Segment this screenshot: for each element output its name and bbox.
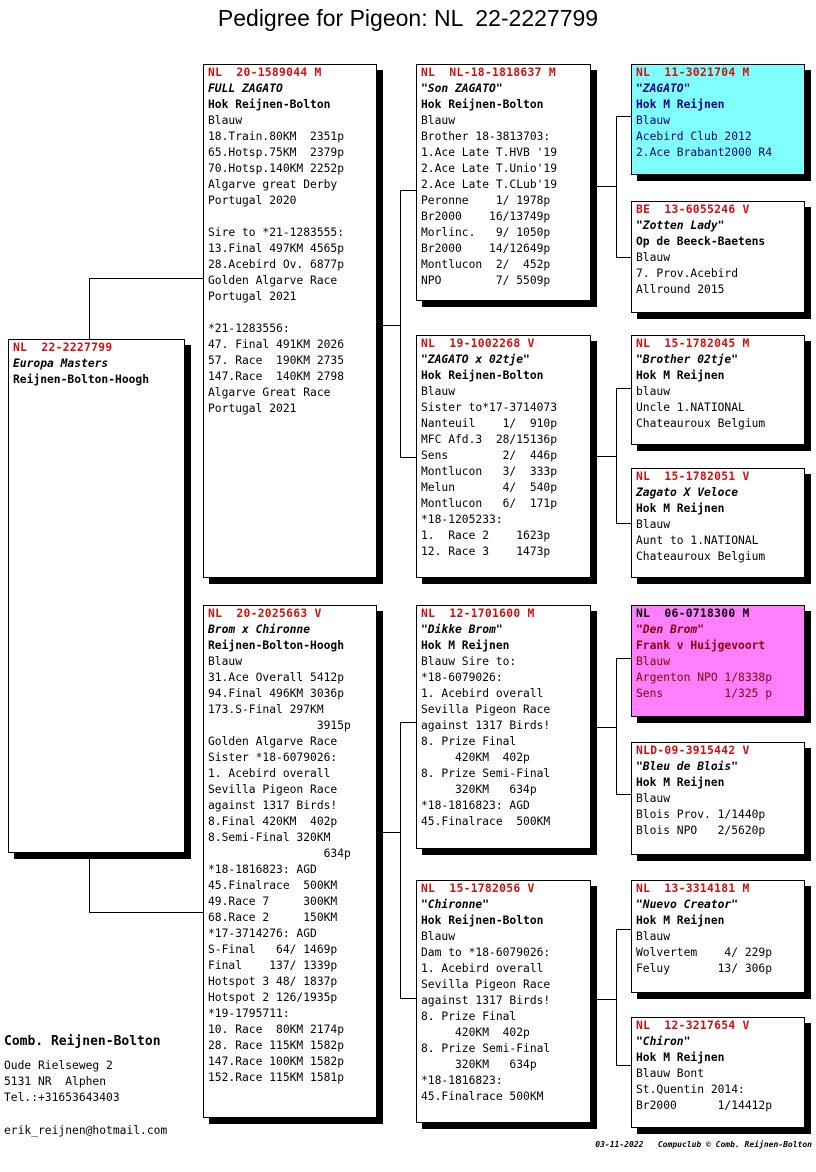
- pigeon-name: "Chiron": [636, 1035, 691, 1048]
- performance-line: Portugal 2020: [208, 194, 297, 207]
- pigeon-name: "ZAGATO x 02tje": [421, 353, 530, 366]
- connector: [400, 722, 401, 999]
- performance-line: Blauw: [636, 655, 671, 668]
- performance-line: 68.Race 2 150KM: [208, 911, 338, 924]
- performance-line: *18-6079026:: [421, 671, 503, 684]
- sire-dam-card: [416, 335, 591, 578]
- performance-line: Blauw: [208, 114, 243, 127]
- performance-line: MFC Afd.3 28/15136p: [421, 433, 558, 446]
- performance-line: Sens 2/ 446p: [421, 449, 558, 462]
- ring-number: NL 22-2227799: [13, 341, 113, 354]
- performance-lines: [421, 384, 586, 560]
- ring-number: NL NL-18-1818637 M: [421, 66, 556, 79]
- performance-line: 420KM 402p: [421, 751, 530, 764]
- performance-line: 31.Ace Overall 5412p: [208, 671, 345, 684]
- performance-line: 28. Race 115KM 1582p: [208, 1039, 345, 1052]
- performance-line: St.Quentin 2014:: [636, 1083, 745, 1096]
- connector: [616, 116, 617, 258]
- performance-line: Blauw: [421, 930, 456, 943]
- owner-street: Oude Rielseweg 2: [4, 1059, 113, 1072]
- performance-line: Sevilla Pigeon Race: [208, 783, 338, 796]
- performance-lines: [421, 929, 586, 1105]
- performance-line: Blauw: [208, 655, 243, 668]
- breeder-name: Hok M Reijnen: [636, 1051, 725, 1064]
- performance-line: 45.Finalrace 500KM: [421, 1090, 544, 1103]
- performance-line: Blauw: [421, 385, 456, 398]
- performance-line: Blauw: [636, 251, 671, 264]
- sire-card: [203, 64, 377, 578]
- performance-line: 320KM 634p: [421, 1058, 537, 1071]
- performance-line: Brother 18-3813703:: [421, 130, 551, 143]
- connector: [591, 727, 617, 728]
- performance-line: 8. Prize Final: [421, 735, 517, 748]
- performance-line: Wolvertem 4/ 229p: [636, 946, 773, 959]
- performance-lines: [636, 113, 800, 161]
- sire-sire-dam-card: [631, 201, 805, 313]
- breeder-name: Hok Reijnen-Bolton: [208, 98, 331, 111]
- performance-line: Montlucon 2/ 452p: [421, 258, 551, 271]
- page-title: Pedigree for Pigeon: NL 22-2227799: [217, 5, 599, 31]
- ring-number: BE 13-6055246 V: [636, 203, 750, 216]
- performance-line: Sens 1/325 p: [636, 687, 773, 700]
- performance-line: 65.Hotsp.75KM 2379p: [208, 146, 345, 159]
- breeder-name: Frank v Huijgevoort: [636, 639, 766, 652]
- performance-line: 2.Ace Late T.CLub'19: [421, 178, 558, 191]
- breeder-name: Reijnen-Bolton-Hoogh: [13, 373, 150, 386]
- performance-line: Golden Algarve Race: [208, 735, 338, 748]
- performance-line: Sevilla Pigeon Race: [421, 703, 551, 716]
- performance-line: Blauw: [636, 930, 671, 943]
- breeder-name: Hok M Reijnen: [636, 776, 725, 789]
- breeder-name: Hok M Reijnen: [636, 369, 725, 382]
- performance-lines: [636, 1066, 800, 1114]
- connector: [89, 912, 203, 913]
- performance-line: *18-1816823: AGD: [208, 863, 317, 876]
- performance-line: against 1317 Birds!: [208, 799, 338, 812]
- performance-line: 8.Final 420KM 402p: [208, 815, 338, 828]
- performance-line: 57. Race 190KM 2735: [208, 354, 345, 367]
- connector: [616, 523, 631, 524]
- breeder-name: Hok Reijnen-Bolton: [421, 914, 544, 927]
- performance-line: Blauw: [636, 518, 671, 531]
- ring-number: NL 12-3217654 V: [636, 1019, 750, 1032]
- performance-line: Br2000 14/12649p: [421, 242, 551, 255]
- performance-lines: [636, 654, 800, 702]
- sire-sire-card: [416, 64, 591, 301]
- performance-line: 8. Prize Final: [421, 1010, 517, 1023]
- performance-line: 45.Finalrace 500KM: [421, 815, 551, 828]
- performance-line: 45.Finalrace 500KM: [208, 879, 338, 892]
- performance-lines: [636, 384, 800, 432]
- connector: [616, 658, 617, 795]
- breeder-name: Op de Beeck-Baetens: [636, 235, 766, 248]
- pigeon-name: "Zotten Lady": [636, 219, 725, 232]
- ring-number: NL 15-1782056 V: [421, 882, 535, 895]
- dam-sire-card: [416, 605, 591, 849]
- pigeon-name: "Dikke Brom": [421, 623, 503, 636]
- performance-line: 7. Prov.Acebird: [636, 267, 739, 280]
- dam-dam-sire-card: [631, 880, 805, 993]
- pigeon-name: Europa Masters: [13, 357, 109, 370]
- performance-line: 320KM 634p: [421, 783, 537, 796]
- owner-phone: Tel.:+31653643403: [4, 1091, 120, 1104]
- connector: [591, 456, 617, 457]
- owner-city: 5131 NR Alphen: [4, 1075, 107, 1088]
- performance-lines: [421, 654, 586, 830]
- performance-line: 1. Acebird overall: [208, 767, 331, 780]
- breeder-name: Hok Reijnen-Bolton: [421, 369, 544, 382]
- performance-line: blauw: [636, 385, 671, 398]
- performance-line: Blauw: [421, 114, 456, 127]
- performance-line: Blauw: [636, 792, 671, 805]
- ring-number: NL 19-1002268 V: [421, 337, 535, 350]
- sire-sire-sire-card: [631, 64, 805, 175]
- performance-line: 13.Final 497KM 4565p: [208, 242, 345, 255]
- connector: [89, 853, 90, 913]
- breeder-name: Reijnen-Bolton-Hoogh: [208, 639, 345, 652]
- breeder-name: Hok M Reijnen: [636, 914, 725, 927]
- performance-line: [208, 209, 372, 225]
- pigeon-name: "Chironne": [421, 898, 490, 911]
- ring-number: NL 15-1782051 V: [636, 470, 750, 483]
- performance-line: Chateauroux Belgium: [636, 550, 766, 563]
- performance-line: Chateauroux Belgium: [636, 417, 766, 430]
- performance-lines: [636, 517, 800, 565]
- breeder-name: Hok Reijnen-Bolton: [421, 98, 544, 111]
- performance-line: Algarve Great Race: [208, 386, 331, 399]
- performance-line: *17-3714276: AGD: [208, 927, 317, 940]
- performance-line: Nanteuil 1/ 910p: [421, 417, 558, 430]
- connector: [400, 998, 416, 999]
- performance-line: Blauw Bont: [636, 1067, 705, 1080]
- performance-line: 2.Ace Late T.Unio'19: [421, 162, 558, 175]
- performance-line: Br2000 16/13749p: [421, 210, 551, 223]
- performance-line: NPO 7/ 5509p: [421, 274, 551, 287]
- ring-number: NL 12-1701600 M: [421, 607, 535, 620]
- performance-lines: [636, 250, 800, 298]
- performance-line: Portugal 2021: [208, 402, 297, 415]
- performance-line: Acebird Club 2012: [636, 130, 752, 143]
- connector: [400, 457, 416, 458]
- performance-line: Blois NPO 2/5620p: [636, 824, 766, 837]
- ring-number: NLD-09-3915442 V: [636, 744, 750, 757]
- sire-dam-dam-card: [631, 468, 805, 578]
- pigeon-name: "Den Brom": [636, 623, 705, 636]
- performance-line: 173.S-Final 297KM: [208, 703, 324, 716]
- performance-line: Blauw: [636, 114, 671, 127]
- footer-credit: 03-11-2022 Compuclub © Comb. Reijnen-Bolton: [595, 1140, 812, 1149]
- performance-line: 634p: [208, 847, 351, 860]
- performance-line: 1. Race 2 1623p: [421, 529, 551, 542]
- owner-email: erik_reijnen@hotmail.com: [4, 1124, 168, 1137]
- ring-number: NL 11-3021704 M: [636, 66, 750, 79]
- performance-line: 1.Ace Late T.HVB '19: [421, 146, 558, 159]
- connector: [616, 1065, 631, 1066]
- performance-line: Sister *18-6079026:: [208, 751, 338, 764]
- performance-line: Sire to *21-1283555:: [208, 226, 345, 239]
- connector: [591, 999, 617, 1000]
- performance-line: Br2000 1/14412p: [636, 1099, 773, 1112]
- ring-number: NL 20-1589044 M: [208, 66, 322, 79]
- performance-line: Morlinc. 9/ 1050p: [421, 226, 551, 239]
- connector: [616, 388, 631, 389]
- connector: [89, 278, 203, 279]
- performance-line: 28.Acebird Ov. 6877p: [208, 258, 345, 271]
- ring-number: NL 13-3314181 M: [636, 882, 750, 895]
- performance-line: S-Final 64/ 1469p: [208, 943, 338, 956]
- performance-line: 8. Prize Semi-Final: [421, 1042, 551, 1055]
- owner-name: Comb. Reijnen-Bolton: [4, 1034, 161, 1049]
- connector: [377, 832, 401, 833]
- performance-line: 94.Final 496KM 3036p: [208, 687, 345, 700]
- connector: [400, 722, 416, 723]
- connector: [616, 116, 631, 117]
- connector: [616, 257, 631, 258]
- performance-line: 70.Hotsp.140KM 2252p: [208, 162, 345, 175]
- connector: [377, 325, 401, 326]
- performance-line: 1. Acebird overall: [421, 687, 544, 700]
- ring-number: NL 15-1782045 M: [636, 337, 750, 350]
- performance-line: 1. Acebird overall: [421, 962, 544, 975]
- performance-line: Feluy 13/ 306p: [636, 962, 773, 975]
- performance-line: Blauw Sire to:: [421, 655, 517, 668]
- performance-lines: [208, 654, 372, 1086]
- breeder-name: Hok M Reijnen: [636, 502, 725, 515]
- performance-line: Hotspot 3 48/ 1837p: [208, 975, 338, 988]
- ring-number: NL 20-2025663 V: [208, 607, 322, 620]
- pigeon-name: "Brother 02tje": [636, 353, 739, 366]
- performance-line: Final 137/ 1339p: [208, 959, 338, 972]
- performance-line: 47. Final 491KM 2026: [208, 338, 345, 351]
- connector: [616, 658, 631, 659]
- performance-line: 420KM 402p: [421, 1026, 530, 1039]
- performance-line: [208, 305, 372, 321]
- performance-line: against 1317 Birds!: [421, 719, 551, 732]
- performance-line: Peronne 1/ 1978p: [421, 194, 551, 207]
- performance-line: Montlucon 6/ 171p: [421, 497, 558, 510]
- performance-line: 49.Race 7 300KM: [208, 895, 338, 908]
- connector: [400, 190, 416, 191]
- pigeon-name: "ZAGATO": [636, 82, 691, 95]
- breeder-name: Hok M Reijnen: [636, 98, 725, 111]
- connector: [89, 278, 90, 339]
- performance-line: Argenton NPO 1/8338p: [636, 671, 773, 684]
- dam-sire-dam-card: [631, 742, 805, 855]
- performance-line: against 1317 Birds!: [421, 994, 551, 1007]
- dam-card: [203, 605, 377, 1118]
- pigeon-name: "Son ZAGATO": [421, 82, 503, 95]
- performance-line: 8.Semi-Final 320KM: [208, 831, 331, 844]
- performance-lines: [636, 791, 800, 839]
- connector: [616, 929, 617, 1066]
- performance-line: Aunt to 1.NATIONAL: [636, 534, 759, 547]
- performance-line: Sevilla Pigeon Race: [421, 978, 551, 991]
- performance-line: 152.Race 115KM 1581p: [208, 1071, 345, 1084]
- connector: [400, 190, 401, 458]
- performance-line: Sister to*17-3714073: [421, 401, 558, 414]
- performance-line: *18-1816823:: [421, 1074, 503, 1087]
- performance-line: 3915p: [208, 719, 351, 732]
- sire-dam-sire-card: [631, 335, 805, 445]
- performance-lines: [636, 929, 800, 977]
- connector: [616, 388, 617, 524]
- performance-line: Melun 4/ 540p: [421, 481, 558, 494]
- performance-line: 12. Race 3 1473p: [421, 545, 551, 558]
- performance-line: *18-1205233:: [421, 513, 503, 526]
- performance-line: 147.Race 100KM 1582p: [208, 1055, 345, 1068]
- connector: [591, 186, 617, 187]
- performance-line: *18-1816823: AGD: [421, 799, 530, 812]
- performance-line: *19-1795711:: [208, 1007, 290, 1020]
- performance-line: Golden Algarve Race: [208, 274, 338, 287]
- performance-line: 18.Train.80KM 2351p: [208, 130, 345, 143]
- performance-line: Uncle 1.NATIONAL: [636, 401, 745, 414]
- breeder-name: Hok M Reijnen: [421, 639, 510, 652]
- pigeon-name: "Bleu de Blois": [636, 760, 739, 773]
- ring-number: NL 06-0718300 M: [636, 607, 750, 620]
- performance-line: Allround 2015: [636, 283, 725, 296]
- pigeon-name: Zagato X Veloce: [636, 486, 739, 499]
- performance-line: Algarve great Derby: [208, 178, 338, 191]
- connector: [616, 794, 631, 795]
- pigeon-name: Brom x Chironne: [208, 623, 311, 636]
- performance-line: *21-1283556:: [208, 322, 290, 335]
- performance-line: 10. Race 80KM 2174p: [208, 1023, 345, 1036]
- performance-line: Montlucon 3/ 333p: [421, 465, 558, 478]
- performance-line: Portugal 2021: [208, 290, 297, 303]
- performance-line: Hotspot 2 126/1935p: [208, 991, 338, 1004]
- performance-lines: [208, 113, 372, 417]
- dam-sire-sire-card: [631, 605, 805, 717]
- pigeon-name: FULL ZAGATO: [208, 82, 283, 95]
- subject-card: [8, 339, 185, 853]
- dam-dam-card: [416, 880, 591, 1123]
- performance-line: 8. Prize Semi-Final: [421, 767, 551, 780]
- performance-lines: [421, 113, 586, 289]
- connector: [616, 929, 631, 930]
- performance-line: 147.Race 140KM 2798: [208, 370, 345, 383]
- performance-line: Blois Prov. 1/1440p: [636, 808, 766, 821]
- performance-line: Dam to *18-6079026:: [421, 946, 551, 959]
- performance-line: 2.Ace Brabant2000 R4: [636, 146, 773, 159]
- dam-dam-dam-card: [631, 1017, 805, 1128]
- pigeon-name: "Nuevo Creator": [636, 898, 739, 911]
